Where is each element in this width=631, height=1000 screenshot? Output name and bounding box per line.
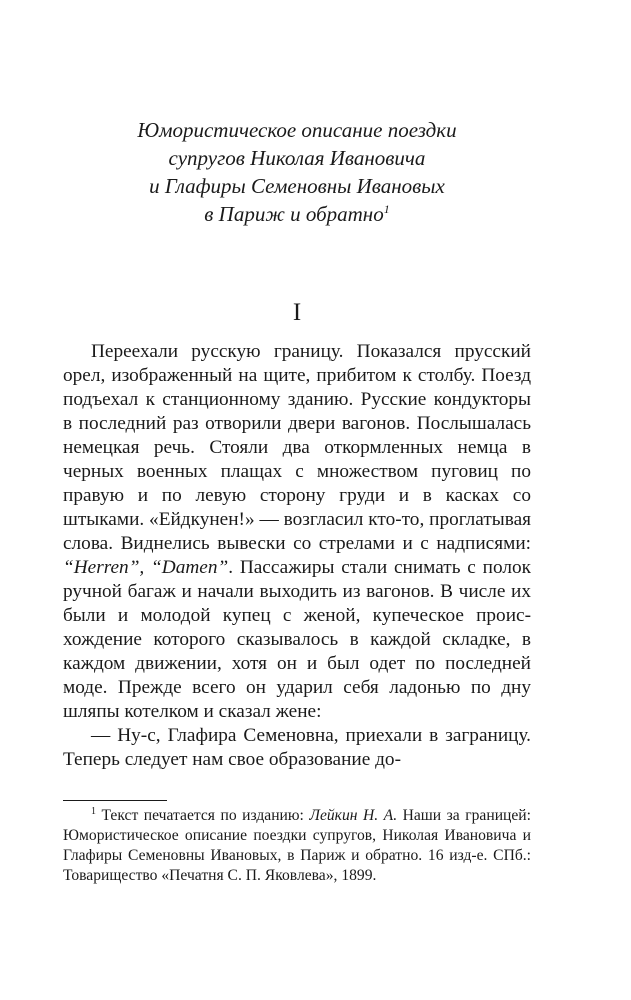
footnote-text-a: Текст печатается по изданию:: [96, 807, 310, 824]
paragraph-2: — Ну-с, Глафира Семеновна, приехали в заграницу. Теперь следует нам свое образование до-: [63, 725, 531, 770]
main-text: [63, 340, 531, 772]
title-line-2: супругов Николая Ивановича: [168, 146, 426, 170]
title-line-3: и Глафиры Семеновны Ивановых: [149, 174, 445, 198]
title-footnote-mark: 1: [383, 202, 390, 216]
book-title: [63, 116, 531, 228]
footnote: [63, 806, 531, 886]
footnote-divider: [63, 800, 167, 801]
paragraph-1-italic: “Herren”, “Damen”: [63, 557, 229, 578]
footnote-mark: 1: [91, 805, 96, 817]
footnote-text-b: Наши за границей: Юмористическое описание поездки супругов, Николая Ивановича и Глафиры Семеновны Ивановых, в Париж и обратно. 16 изд-е. СПб.: Товарищество «Печатня С. П. Яковлева», 1899.: [63, 807, 531, 884]
footnote-author: Лейкин Н. А.: [309, 807, 398, 824]
title-line-4-text: в Париж и обратно: [204, 202, 384, 226]
chapter-number: I: [292, 299, 302, 326]
title-line-1: Юмористическое описание поездки: [137, 118, 457, 142]
paragraph-1-text-a: Переехали русскую границу. Показался прусский орел, изображенный на щите, прибитом к столбу. Поезд подъехал к станционному зданию. Русские кондукторы в последний раз отворили двери вагонов. Послышалась немецкая речь. Стояли два откормленных немца в черных военных плащах с множеством пуговиц по правую и по левую сторону груди и в касках со штыками. «Ейдкунен!» — возгласил кто-то, проглатывая слова. Виднелись вывески со стрелами и с надписями:: [63, 341, 531, 554]
title-line-4: [63, 200, 531, 228]
book-page: [63, 0, 531, 1000]
paragraph-1: [63, 340, 531, 724]
paragraph-1-text-b: . Пассажиры стали снимать с полок ручной багаж и начали выходить из вагонов. В числе их были и молодой купец с женой, купеческое происхождение которого сказывалось в каждой складке, в каждом движении, хотя он и был одет по последней моде. Прежде всего он ударил себя ладонью по дну шляпы котелком и сказал жене:: [63, 557, 531, 722]
